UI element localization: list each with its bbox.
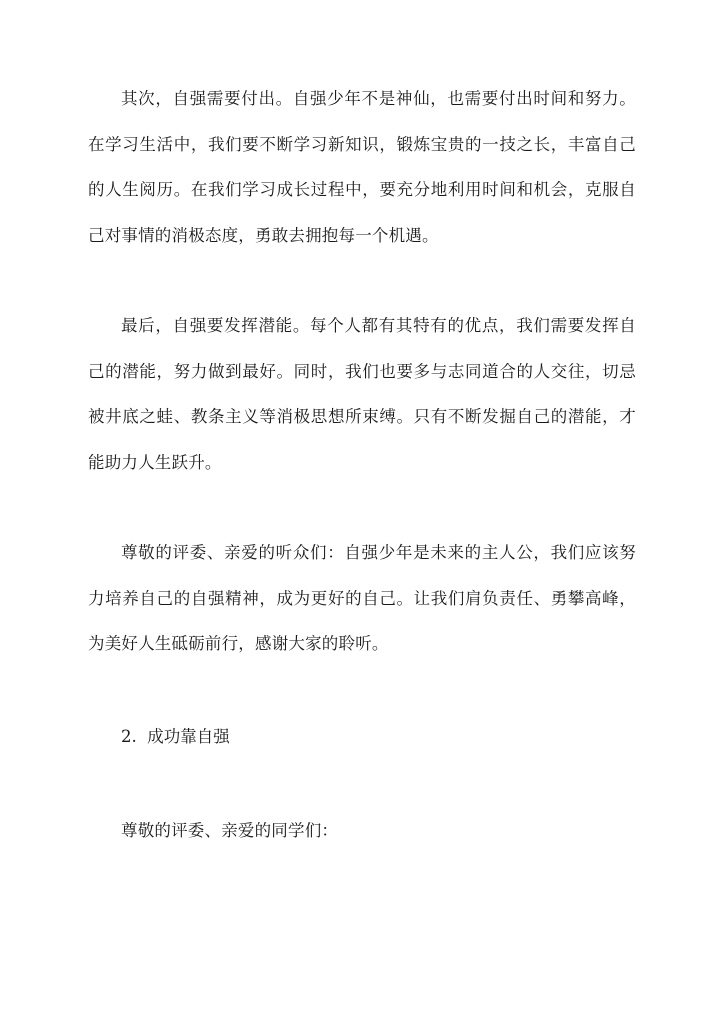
section-heading: 2. 成功靠自强 [121,727,230,746]
paragraph-potential: 最后，自强要发挥潜能。每个人都有其特有的优点，我们需要发挥自己的潜能，努力做到最好。同时，我们也要多与志同道合的人交往，切忌被井底之蛙、教条主义等消极思想所束缚。只有不断发掘自己的潜能，才能助力人生跃升。 [88,316,636,472]
paragraph-closing: 尊敬的评委、亲爱的听众们：自强少年是未来的主人公，我们应该努力培养自己的自强精神，成为更好的自己。让我们肩负责任、勇攀高峰，为美好人生砥砺前行，感谢大家的聆听。 [88,543,636,653]
paragraph-effort: 其次，自强需要付出。自强少年不是神仙，也需要付出时间和努力。在学习生活中，我们要不断学习新知识，锻炼宝贵的一技之长，丰富自己的人生阅历。在我们学习成长过程中，要充分地利用时间和机会，克服自己对事情的消极态度，勇敢去拥抱每一个机遇。 [88,89,636,245]
salutation: 尊敬的评委、亲爱的同学们： [121,821,339,840]
